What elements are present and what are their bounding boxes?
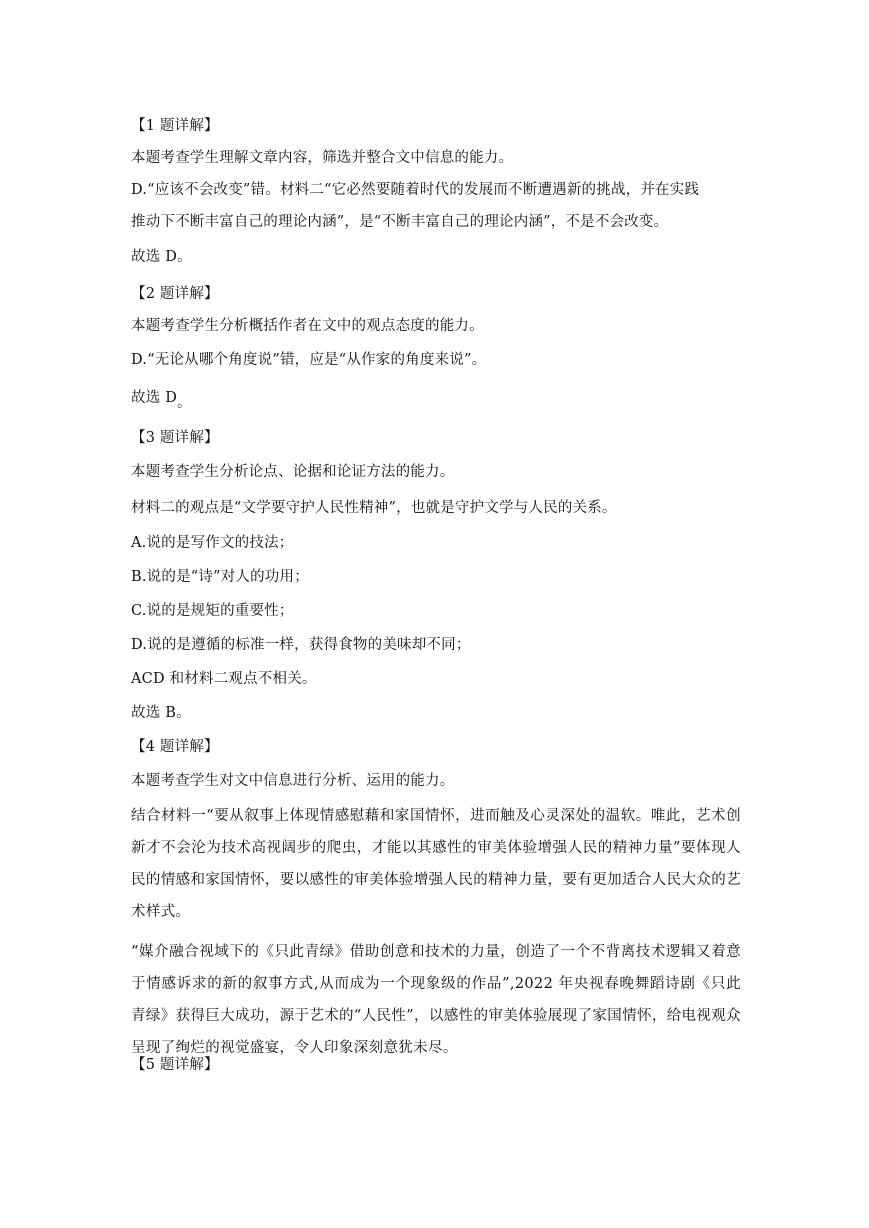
section-1-intro: 本题考查学生理解文章内容，筛选并整合文中信息的能力。 bbox=[131, 150, 514, 166]
section-2-intro: 本题考查学生分析概括作者在文中的观点态度的能力。 bbox=[131, 318, 484, 334]
section-1-answer: 故选 D。 bbox=[131, 249, 192, 265]
section-3-heading: 【3 题详解】 bbox=[131, 430, 219, 446]
section-4-paragraph-2: “媒介融合视域下的《只此青绿》借助创意和技术的力量，创造了一个不背离技术逻辑又着意于情感诉求的新的叙事方式,从而成为一个现象级的作品”,2022 年央视春晚舞蹈诗剧《只此青绿》获得巨大成功，源于艺术的“人民性”，以感性的审美体验展现了家国情怀，给电视观众呈现了绚烂的视觉盛宴，令人印象深刻意犹未尽。 bbox=[131, 944, 741, 1056]
section-3-option-c: C.说的是规矩的重要性； bbox=[131, 603, 294, 619]
section-4-intro: 本题考查学生对文中信息进行分析、运用的能力。 bbox=[131, 773, 455, 789]
section-3-option-d: D.说的是遵循的标准一样，获得食物的美味却不同； bbox=[131, 637, 471, 653]
section-1-analysis-line-1: D.“应该不会改变”错。材料二“它必然要随着时代的发展而不断遭遇新的挑战，并在实践 bbox=[131, 182, 700, 198]
section-2-heading: 【2 题详解】 bbox=[131, 286, 219, 302]
section-4-paragraph-1: 结合材料一“要从叙事上体现情感慰藉和家国情怀，进而触及心灵深处的温软。唯此，艺术创新才不会沦为技术高视阔步的爬虫，才能以其感性的审美体验增强人民的精神力量”要体现人民的情感和家国情怀，要以感性的审美体验增强人民的精神力量，要有更加适合人民大众的艺术样式。 bbox=[131, 808, 741, 920]
section-2-analysis: D.“无论从哪个角度说”错，应是“从作家的角度来说”。 bbox=[131, 352, 487, 368]
section-3-viewpoint: 材料二的观点是“文学要守护人民性精神”，也就是守护文学与人民的关系。 bbox=[131, 500, 617, 516]
section-3-intro: 本题考查学生分析论点、论据和论证方法的能力。 bbox=[131, 464, 455, 480]
section-1-analysis-line-2: 推动下不断丰富自己的理论内涵”，是“不断丰富自己的理论内涵”，不是不会改变。 bbox=[131, 214, 669, 230]
section-3-option-b: B.说的是“诗”对人的功用； bbox=[131, 569, 309, 585]
section-3-option-a: A.说的是写作文的技法； bbox=[131, 535, 294, 551]
section-4-heading: 【4 题详解】 bbox=[131, 739, 219, 755]
section-1-heading: 【1 题详解】 bbox=[131, 118, 219, 134]
section-2-answer-prefix: 故选 D bbox=[131, 390, 178, 406]
section-3-answer: 故选 B。 bbox=[131, 705, 191, 721]
section-2-answer bbox=[131, 388, 741, 411]
section-5-heading: 【5 题详解】 bbox=[131, 1057, 219, 1073]
section-2-answer-suffix: 。 bbox=[177, 395, 192, 411]
section-3-summary: ACD 和材料二观点不相关。 bbox=[131, 671, 317, 687]
